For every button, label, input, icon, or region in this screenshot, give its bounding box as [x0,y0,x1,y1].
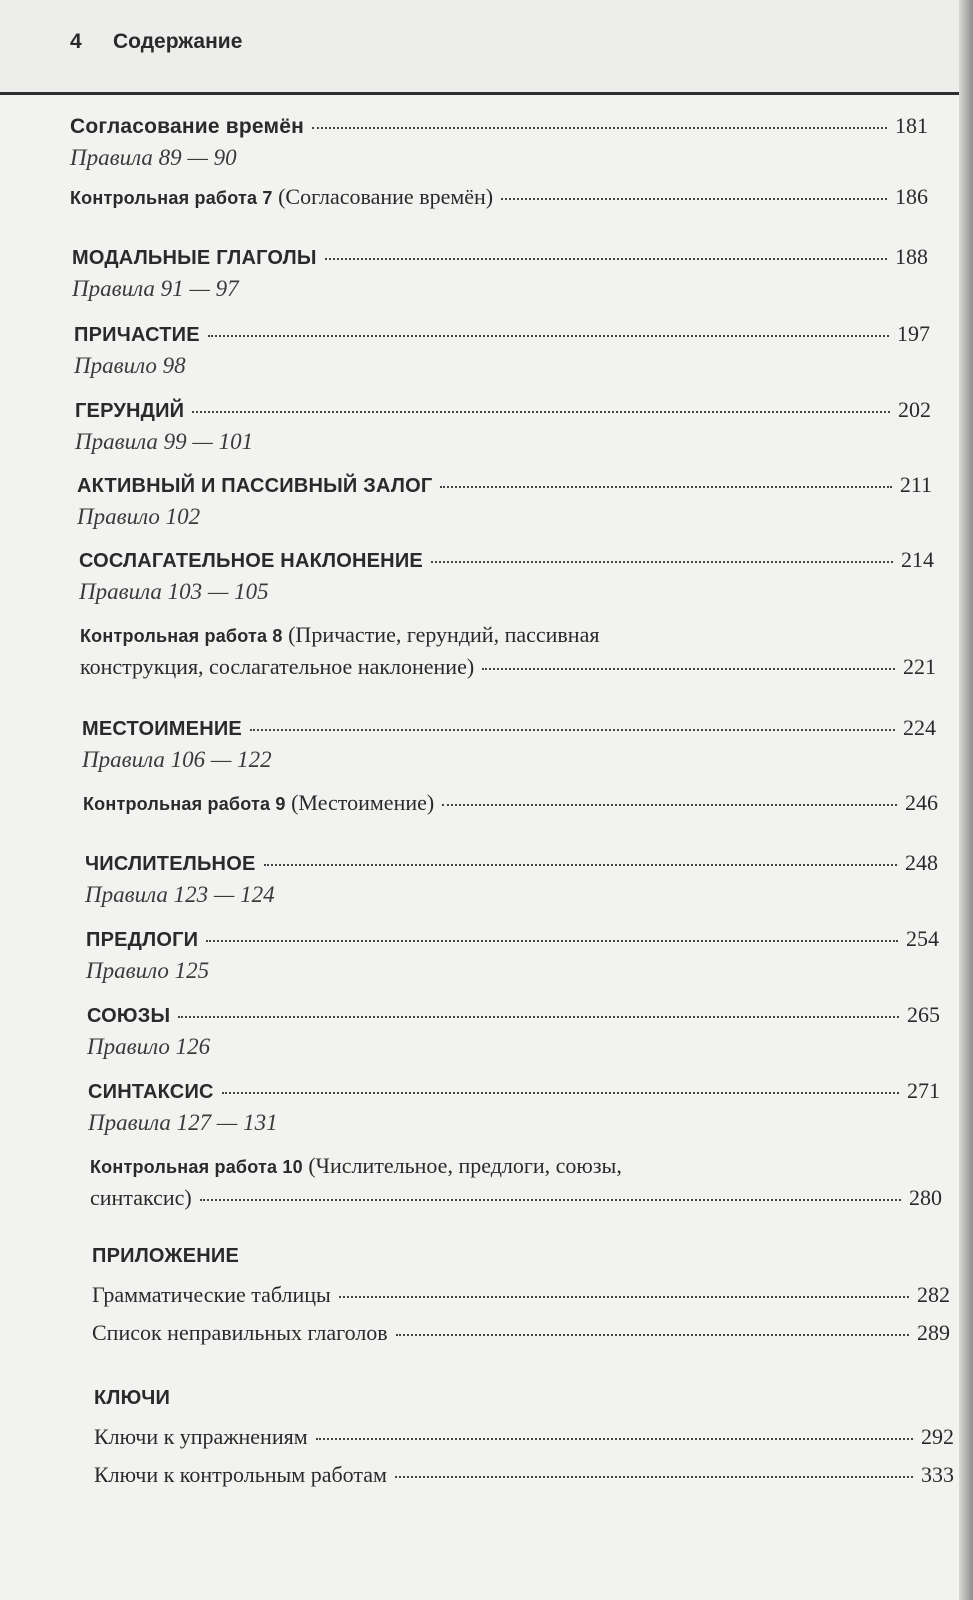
test-topics: (Местоимение) [285,790,435,815]
dot-leader [442,804,897,806]
dot-leader [178,1016,899,1018]
dot-leader [316,1438,913,1440]
toc-entry [74,321,930,379]
toc-entry-rules: Правила 106 — 122 [82,747,272,772]
toc-entry-rules: Правила 89 — 90 [70,145,237,170]
page-number: 4 [70,30,82,53]
keys-item-page: 292 [921,1424,954,1449]
appendix-item-page: 282 [917,1282,950,1307]
keys-item-title: Ключи к контрольным работам [94,1462,387,1487]
appendix-heading: ПРИЛОЖЕНИЕ [92,1245,239,1267]
toc-entry-page: 271 [907,1078,940,1103]
toc-entry [72,244,928,302]
toc-entry [75,397,931,455]
toc-entry-page: 248 [905,850,938,875]
dot-leader [339,1296,909,1298]
dot-leader [395,1476,913,1478]
page-edge [959,0,973,1600]
test-topics: (Согласование времён) [272,184,494,209]
appendix-item-title: Список неправильных глаголов [92,1320,388,1345]
toc-entry-page: 181 [895,113,928,138]
toc-entry [90,1153,942,1211]
toc-entry-title: СОЮЗЫ [87,1005,171,1027]
dot-leader [440,486,891,488]
toc-entry [80,622,936,680]
toc-entry [86,926,939,984]
toc-entry [85,850,938,908]
page-title: Содержание [113,30,243,53]
toc-entry-page: 221 [903,654,936,679]
dot-leader [222,1092,899,1094]
toc-entry-page: 197 [897,321,930,346]
dot-leader [396,1334,909,1336]
test-topics-continued: синтаксис) [90,1185,192,1210]
test-topics: (Числительное, предлоги, союзы, [302,1153,622,1178]
toc-entry-rules: Правила 91 — 97 [72,276,239,301]
dot-leader [501,198,887,200]
dot-leader [208,335,889,337]
toc-entry-title: ПРЕДЛОГИ [86,929,199,951]
test-topics: (Причастие, герундий, пассивная [282,622,600,647]
toc-entry-title: МЕСТОИМЕНИЕ [82,718,242,740]
toc-entry-title: АКТИВНЫЙ И ПАССИВНЫЙ ЗАЛОГ [77,475,433,497]
dot-leader [312,127,887,129]
toc-entry-title: ПРИЧАСТИЕ [74,324,200,346]
appendix-item-title: Грамматические таблицы [92,1282,331,1307]
toc-entry-rules: Правила 103 — 105 [79,579,269,604]
dot-leader [200,1199,901,1201]
dot-leader [250,729,895,731]
appendix-section [92,1245,950,1346]
toc-entry-page: 265 [907,1002,940,1027]
toc-entry-page: 254 [906,926,939,951]
dot-leader [206,940,898,942]
appendix-item-page: 289 [917,1320,950,1345]
toc-entry-page: 214 [901,547,934,572]
toc-entry [87,1002,940,1060]
toc-entry-page: 211 [899,472,932,497]
toc-entry [82,715,936,773]
toc-entry-rules: Правила 99 — 101 [75,429,254,454]
dot-leader [264,864,898,866]
toc-entry-title: ГЕРУНДИЙ [75,400,185,422]
toc-entry-rules: Правило 126 [87,1034,211,1059]
toc-entry [79,547,934,605]
keys-item-title: Ключи к упражнениям [94,1424,308,1449]
dot-leader [431,561,893,563]
toc-entry-title: СОСЛАГАТЕЛЬНОЕ НАКЛОНЕНИЕ [79,550,423,572]
toc-entry [83,790,938,816]
toc-entry-title: ЧИСЛИТЕЛЬНОЕ [85,853,256,875]
toc-entry-page: 186 [895,184,928,209]
test-label: Контрольная работа 7 [70,188,273,208]
test-label: Контрольная работа 8 [80,626,283,646]
keys-section [94,1387,954,1488]
test-label: Контрольная работа 9 [83,794,286,814]
toc-entry [88,1078,940,1136]
toc-entry-page: 224 [903,715,936,740]
dot-leader [325,258,887,260]
toc-entry-rules: Правило 98 [74,353,186,378]
toc-entry-rules: Правила 123 — 124 [85,882,275,907]
toc-entry-rules: Правило 102 [77,504,201,529]
toc-entry-title: МОДАЛЬНЫЕ ГЛАГОЛЫ [72,247,317,269]
keys-item-page: 333 [921,1462,954,1487]
toc-entry-page: 202 [898,397,931,422]
test-topics-continued: конструкция, сослагательное наклонение) [80,654,475,679]
toc-entry-page: 188 [895,244,928,269]
toc-entry-rules: Правило 125 [86,958,210,983]
keys-heading: КЛЮЧИ [94,1387,171,1409]
dot-leader [482,668,895,670]
toc-entry-page: 246 [905,790,938,815]
toc-entry-title: СИНТАКСИС [88,1081,214,1103]
toc-entry [70,184,928,210]
dot-leader [192,411,890,413]
toc-entry [77,472,932,530]
test-label: Контрольная работа 10 [90,1157,303,1177]
toc-entry-rules: Правила 127 — 131 [88,1110,278,1135]
toc-entry [70,113,928,171]
toc-entry-page: 280 [909,1185,942,1210]
toc-entry-title: Согласование времён [70,115,305,138]
